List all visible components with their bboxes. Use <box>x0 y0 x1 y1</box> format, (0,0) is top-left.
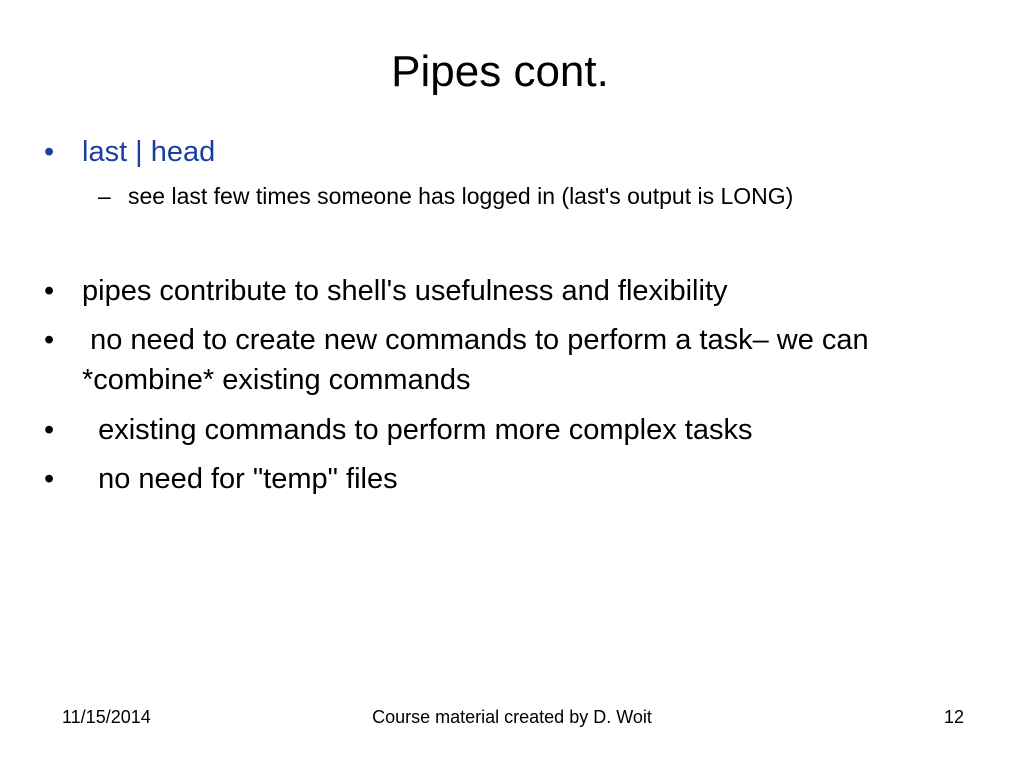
sub-bullet-item <box>98 180 1008 212</box>
bullet-marker: • <box>44 275 55 307</box>
page-number: 12 <box>943 707 964 727</box>
bullet-text: last | head <box>82 136 216 168</box>
sub-bullet-text: see last few times someone has logged in (last's output is LONG) <box>128 183 794 209</box>
bullet-text: existing commands to perform more complex tasks <box>82 414 753 446</box>
bullet-text: pipes contribute to shell's usefulness and flexibility <box>82 275 728 307</box>
bullet-marker: • <box>44 414 55 446</box>
bullet-marker: • <box>44 324 55 356</box>
footer-credit: Course material created by D. Woit <box>372 707 652 727</box>
bullet-text: no need to create new commands to perform a task– we can *combine* existing commands <box>82 324 877 396</box>
bullet-item <box>44 320 962 400</box>
sub-bullet-marker: – <box>98 183 111 209</box>
bullet-item <box>44 132 962 172</box>
bullet-marker: • <box>44 136 55 168</box>
bullet-text: no need for "temp" files <box>82 463 398 495</box>
bullet-item <box>44 410 962 450</box>
slide-title: Pipes cont. <box>391 47 609 96</box>
bullet-marker: • <box>44 463 55 495</box>
footer-date: 11/15/2014 <box>62 707 151 727</box>
bullet-item <box>44 459 962 499</box>
bullet-item <box>44 271 962 311</box>
